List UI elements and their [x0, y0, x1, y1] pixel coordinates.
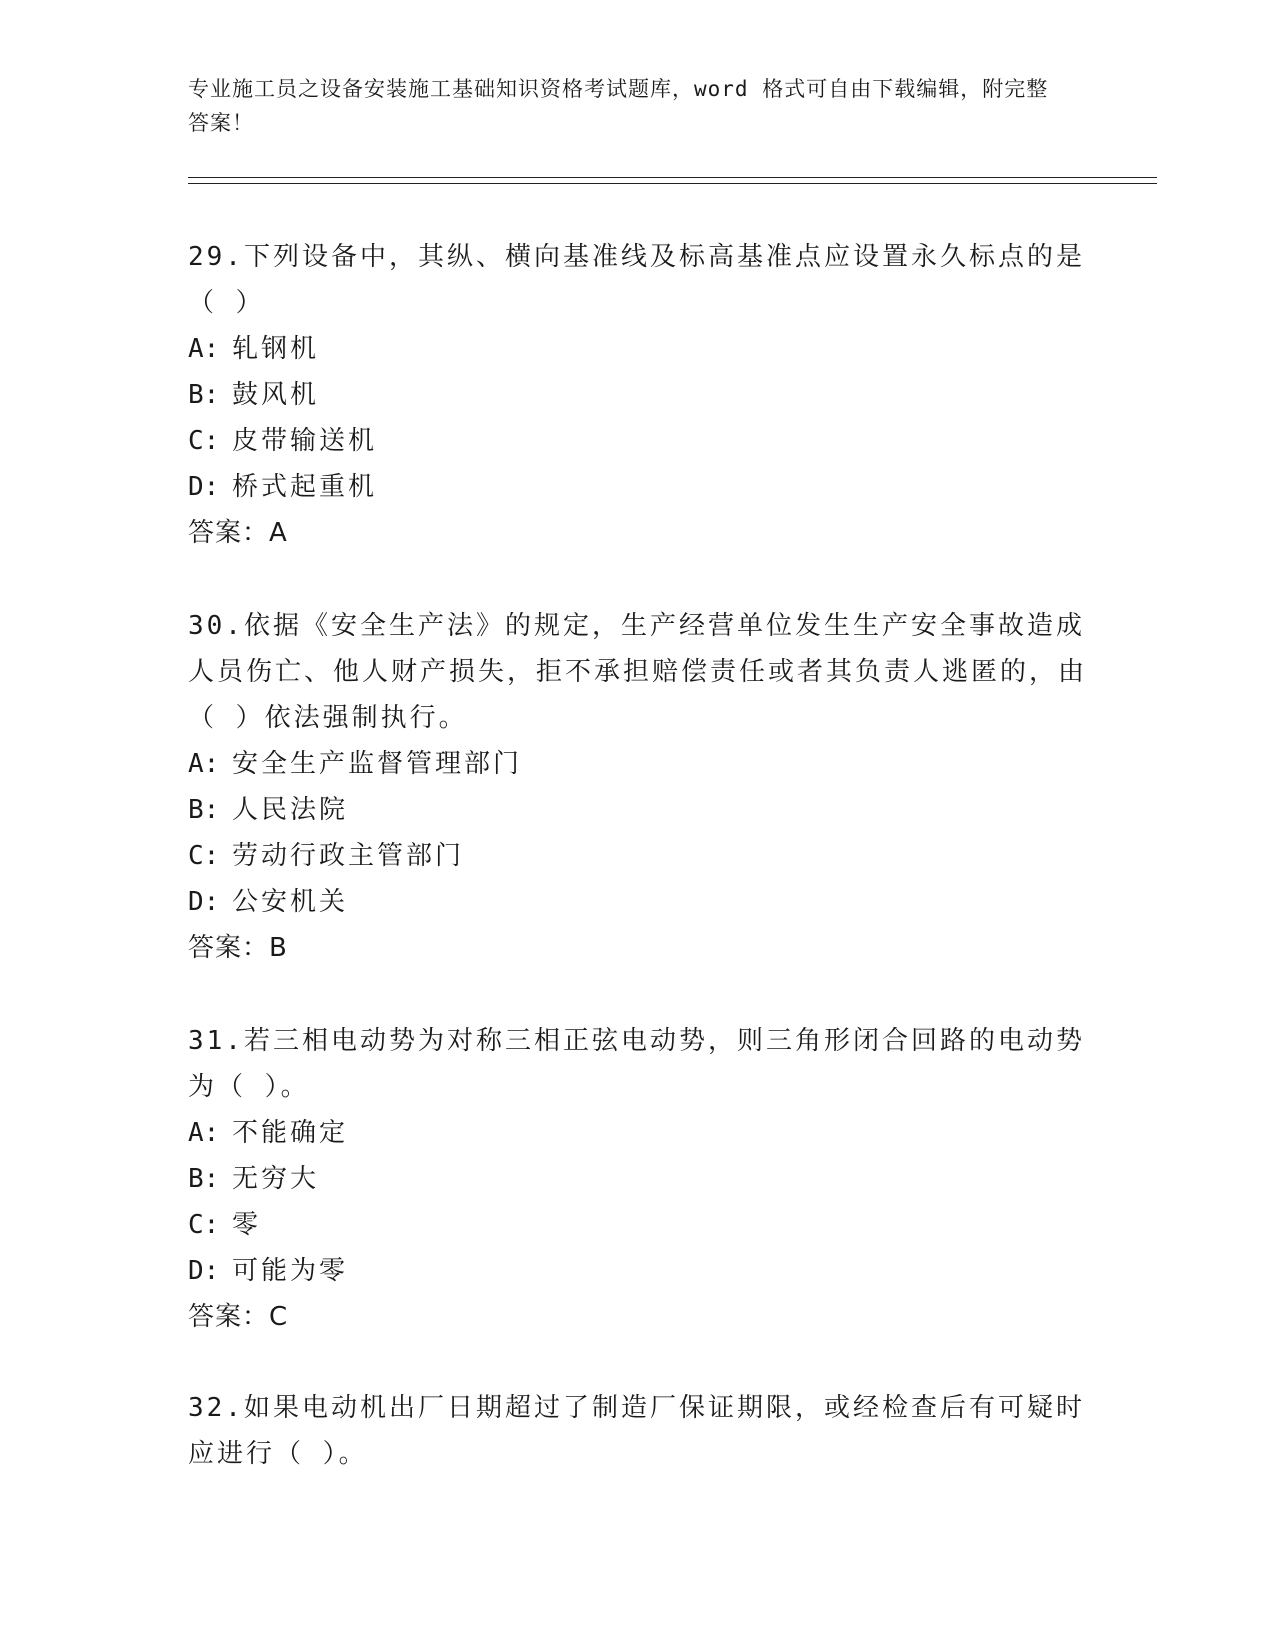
option-b [188, 787, 1088, 833]
option-text: 皮带输送机 [232, 426, 378, 456]
option-label: D: [188, 472, 220, 502]
option-a [188, 326, 1088, 372]
option-label: B: [188, 380, 220, 410]
option-c [188, 1202, 1088, 1248]
question-stem: 30.依据《安全生产法》的规定，生产经营单位发生生产安全事故造成人员伤亡、他人财产损失，拒不承担赔偿责任或者其负责人逃匿的，由（ ）依法强制执行。 [188, 611, 1088, 733]
option-text: 鼓风机 [232, 380, 320, 410]
option-text: 无穷大 [232, 1164, 320, 1194]
option-a [188, 741, 1088, 787]
option-text: 不能确定 [232, 1118, 349, 1148]
option-text: 安全生产监督管理部门 [232, 749, 523, 779]
option-text: 桥式起重机 [232, 472, 378, 502]
option-text: 可能为零 [232, 1256, 349, 1286]
option-text: 劳动行政主管部门 [232, 841, 465, 871]
question-stem: 29.下列设备中，其纵、横向基准线及标高基准点应设置永久标点的是（ ） [188, 242, 1085, 318]
option-label: A: [188, 749, 220, 779]
option-label: A: [188, 334, 220, 364]
answer: 答案：B [188, 933, 288, 963]
question-30 [188, 603, 1088, 971]
answer: 答案：A [188, 518, 288, 548]
option-text: 公安机关 [232, 887, 349, 917]
question-stem: 31.若三相电动势为对称三相正弦电动势，则三角形闭合回路的电动势为（ ）。 [188, 1026, 1085, 1102]
question-stem: 32.如果电动机出厂日期超过了制造厂保证期限，或经检查后有可疑时应进行（ ）。 [188, 1393, 1085, 1469]
option-d [188, 879, 1088, 925]
option-d [188, 464, 1088, 510]
header-divider-top [188, 177, 1157, 178]
option-b [188, 372, 1088, 418]
option-b [188, 1156, 1088, 1202]
option-text: 零 [232, 1210, 262, 1240]
answer: 答案：C [188, 1302, 289, 1332]
option-label: B: [188, 795, 220, 825]
header-divider-bottom [188, 183, 1157, 184]
option-label: C: [188, 841, 220, 871]
option-label: D: [188, 1256, 220, 1286]
option-label: B: [188, 1164, 220, 1194]
option-c [188, 418, 1088, 464]
document-header: 专业施工员之设备安装施工基础知识资格考试题库，word 格式可自由下载编辑，附完整答案！ [188, 77, 1049, 135]
option-a [188, 1110, 1088, 1156]
option-label: A: [188, 1118, 220, 1148]
option-text: 人民法院 [232, 795, 349, 825]
option-c [188, 833, 1088, 879]
question-31 [188, 1018, 1088, 1340]
option-d [188, 1248, 1088, 1294]
option-label: D: [188, 887, 220, 917]
option-label: C: [188, 426, 220, 456]
question-32 [188, 1385, 1088, 1477]
question-29 [188, 234, 1088, 556]
option-label: C: [188, 1210, 220, 1240]
option-text: 轧钢机 [232, 334, 320, 364]
